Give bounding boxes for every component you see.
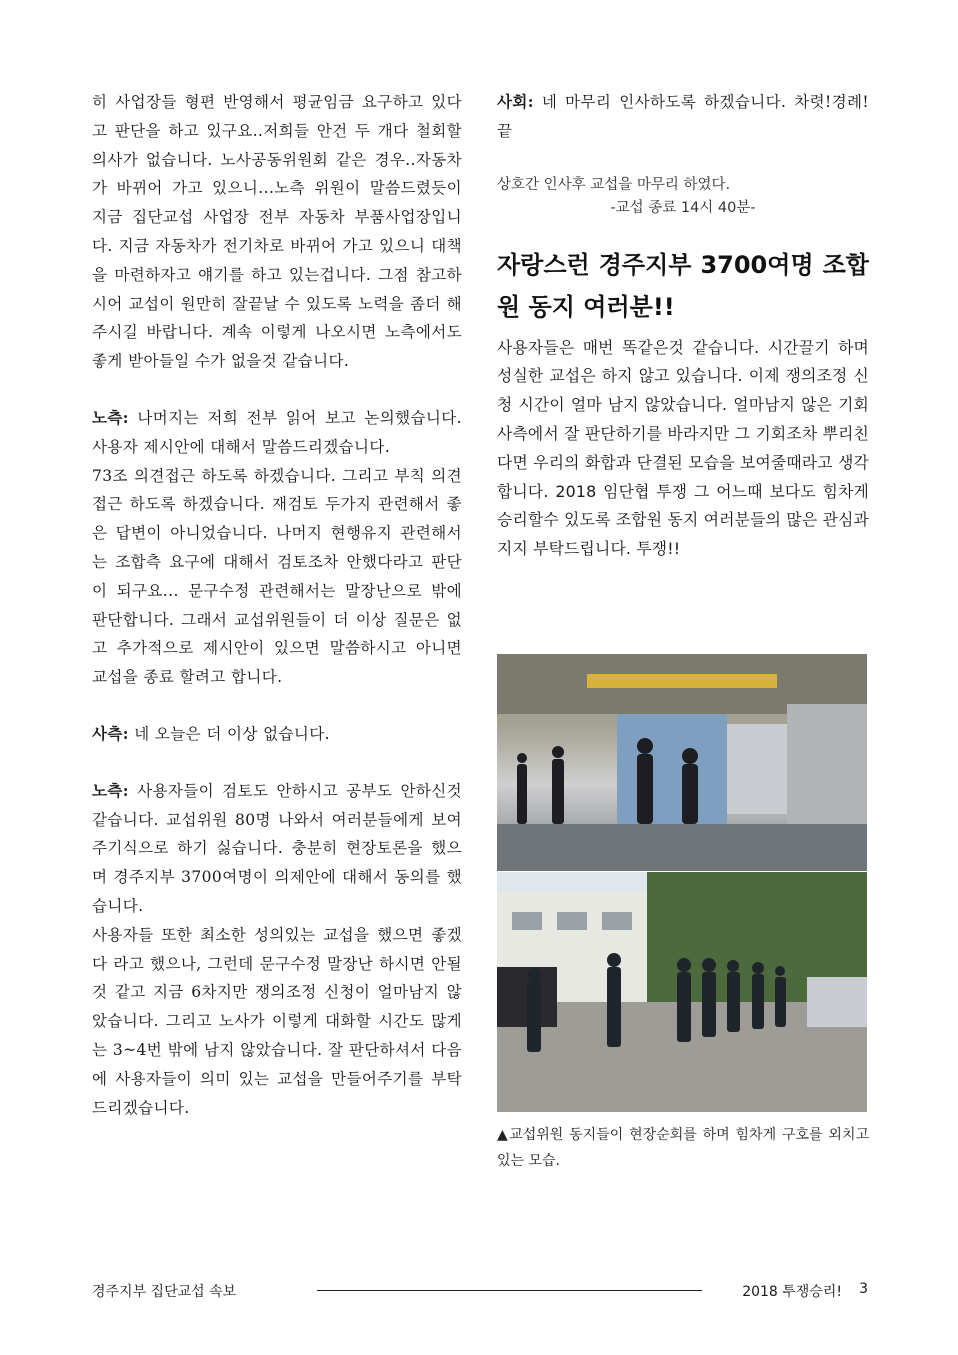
speaker-text: 네 마무리 인사하도록 하겠습니다. 차렷!경례! 끝 <box>497 93 869 140</box>
speaker-text: 사용자들이 검토도 안하시고 공부도 안하신것 같습니다. 교섭위원 80명 나와서 여러분들에게 보여주기식으로 하기 싫습니다. 충분히 현장토론을 했으며 경주지부 3700여명이 의제안에 대해서 동의를 했습니다. <box>92 781 462 915</box>
body-paragraph <box>92 404 462 462</box>
speaker-text: 네 오늘은 더 이상 없습니다. <box>128 724 330 743</box>
speaker-label: 사측: <box>92 723 129 743</box>
factory-rally-photo <box>497 654 867 871</box>
appeal-paragraph: 사용자들은 매번 똑같은것 같습니다. 시간끌기 하며 성실한 교섭은 하지 않고 있습니다. 이제 쟁의조정 신청 시간이 얼마 남지 않았습니다. 얼마남지 않은 기회 사측에서 잘 판단하기를 바라지만 그 기회조차 뿌리친다면 우리의 화합과 단결된 모습을 보여줄때라고 생각합니다. 2018 임단협 투쟁 그 어느때 보다도 힘차게 승리할수 있도록 조합원 동지 여러분들의 많은 관심과 지지 부탁드립니다. 투쟁!! <box>497 337 869 559</box>
body-paragraph: 히 사업장들 형편 반영해서 평균임금 요구하고 있다고 판단을 하고 있구요..저희들 안건 두 개다 철회할 의사가 없습니다. 노사공동위원회 같은 경우..자동차가 바뀌어 가고 있으니...노측 위원이 말씀드렸듯이 지금 집단교섭 사업장 전부 자동차 부품사업장입니다. 지금 자동차가 전기차로 바뀌어 가고 있으니 대책을 마련하자고 얘기를 하고 있는겁니다. 그점 참고하시어 교섭이 원만히 잘끝날 수 있도록 노력을 좀더 해주시길 바랍니다. 계속 이렇게 나오시면 노측에서도 좋게 받아들일 수가 없을것 같습니다. <box>92 93 462 371</box>
footer-divider <box>317 1290 702 1291</box>
body-paragraph <box>92 777 462 921</box>
speaker-label: 노측: <box>92 780 129 800</box>
page-footer <box>92 1281 868 1301</box>
footer-slogan: 2018 투쟁승리! <box>742 1284 842 1300</box>
closing-note: 상호간 인사후 교섭을 마무리 하였다. <box>497 176 731 193</box>
outdoor-march-photo <box>497 872 867 1112</box>
right-column <box>497 88 869 564</box>
body-paragraph: 73조 의견접근 하도록 하겠습니다. 그리고 부칙 의견접근 하도록 하겠습니다. 재검토 두가지 관련해서 좋은 답변이 아니었습니다. 나머지 현행유지 관련해서는 조합측 요구에 대해서 검토조차 안했다라고 판단이 되구요... 문구수정 관련해서는 말장난으로 밖에 판단합니다. 그래서 교섭위원들이 더 이상 질문은 없고 추가적으로 제시안이 있으면 말씀하시고 아니면 교섭을 종료 할려고 합니다. <box>92 466 462 687</box>
body-paragraph <box>497 88 869 146</box>
page-number: 3 <box>859 1281 868 1297</box>
factory-rally-illustration <box>497 654 867 871</box>
speaker-label: 노측: <box>92 407 129 427</box>
closing-time: -교섭 종료 14시 40분- <box>610 199 756 216</box>
speaker-label: 사회: <box>497 92 534 111</box>
photo-caption: ▲교섭위원 동지들이 현장순회를 하며 힘차게 구호를 외치고 있는 모습. <box>497 1127 869 1169</box>
body-paragraph: 사용자들 또한 최소한 성의있는 교섭을 했으면 좋겠다 라고 했으나, 그런데 문구수정 말장난 하시면 안될것 같고 지금 6차지만 쟁의조정 신청이 얼마남지 않았습니다. 그리고 노사가 이렇게 대화할 시간도 많게는 3~4번 밖에 남지 않았습니다. 잘 판단하셔서 다음에 사용자들이 의미 있는 교섭을 만들어주기를 부탁드리겠습니다. <box>92 925 462 1117</box>
left-column <box>92 88 462 1122</box>
speaker-text: 나머지는 저희 전부 읽어 보고 논의했습니다. 사용자 제시안에 대해서 말씀드리겠습니다. <box>92 408 462 456</box>
body-paragraph <box>92 720 462 749</box>
footer-publication: 경주지부 집단교섭 속보 <box>92 1284 237 1300</box>
section-headline: 자랑스런 경주지부 3700여명 조합원 동지 여러분!! <box>497 250 869 321</box>
outdoor-march-illustration <box>497 872 867 1112</box>
